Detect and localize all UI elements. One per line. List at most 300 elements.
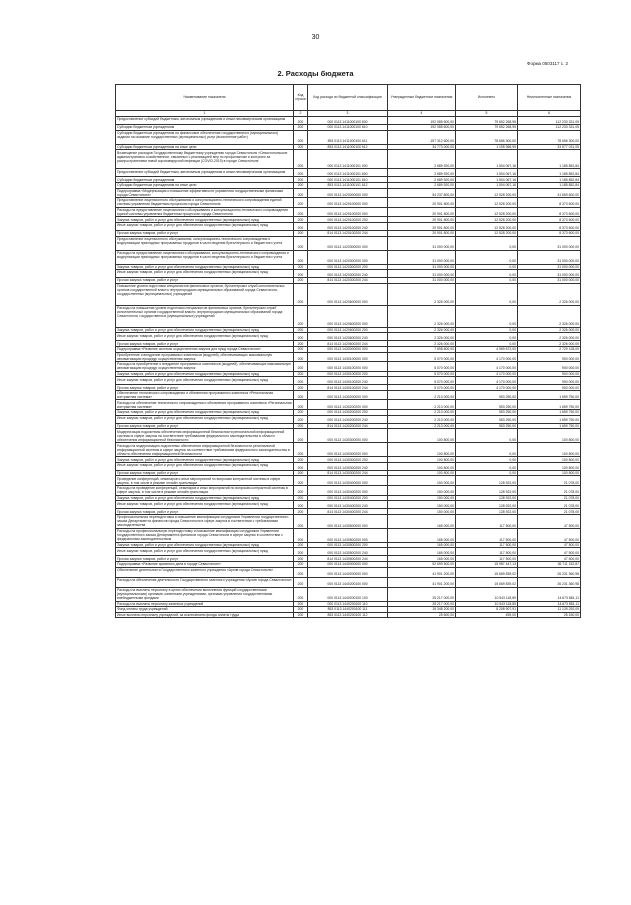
row-line-code: 200: [294, 182, 308, 188]
table-row: [116, 270, 581, 278]
row-approved: 192 085 600,00: [388, 125, 456, 131]
table-row: [116, 548, 581, 556]
row-classification-code: 000 0113 1430300200 240: [308, 462, 388, 470]
table-row: [116, 462, 581, 470]
row-executed: 0,00: [456, 333, 518, 341]
row-approved: 2 213 000,00: [388, 410, 456, 416]
row-line-code: 200: [294, 230, 308, 236]
table-row: [116, 476, 581, 486]
table-row: [116, 182, 581, 188]
row-line-code: 200: [294, 501, 308, 509]
row-unexecuted: 1 185 852,84: [518, 182, 581, 188]
row-name: Субсидии бюджетным учреждениям: [116, 125, 294, 131]
row-unexecuted: 31 000 000,00: [518, 264, 581, 270]
table-row: [116, 587, 581, 601]
row-approved: 2 213 000,00: [388, 423, 456, 429]
row-classification-code: 000 0113 1430500200 200: [308, 542, 388, 548]
row-approved: 100 800,00: [388, 443, 456, 457]
row-classification-code: 000 0113 1430000000 000: [308, 346, 388, 352]
row-executed: 0,00: [456, 341, 518, 347]
row-unexecuted: 26 231 360,98: [518, 567, 581, 577]
row-classification-code: 853 0113 1411000100 611: [308, 130, 388, 144]
row-name: Иные закупки товаров, работ и услуг для обеспечения государственных (муниципальных) нужд: [116, 333, 294, 341]
row-line-code: 200: [294, 400, 308, 410]
row-unexecuted: 2 326 000,00: [518, 333, 581, 341]
row-approved: 2 689 920,00: [388, 150, 456, 169]
expenditures-table: [115, 84, 581, 618]
row-name: Расходы на обеспечение деятельности Государственного казенного учреждения «Архив города Севастополя»: [116, 577, 294, 587]
table-header-row: [116, 85, 581, 111]
column-number: 1: [116, 110, 294, 117]
row-executed: 553 250,00: [456, 423, 518, 429]
form-code: Форма 0503117 с. 2: [527, 61, 568, 66]
row-executed: 117 500,00: [456, 548, 518, 556]
table-row: [116, 415, 581, 423]
row-executed: 1 504 067,16: [456, 182, 518, 188]
row-approved: 165 000,00: [388, 514, 456, 528]
row-approved: 2 213 000,00: [388, 415, 456, 423]
row-classification-code: 000 0113 1411000100 610: [308, 125, 388, 131]
row-executed: 0,00: [456, 250, 518, 264]
row-approved: 25 600,00: [388, 612, 456, 618]
row-name: Прочая закупка товаров, работ и услуг: [116, 556, 294, 562]
page-number: 30: [311, 34, 320, 41]
row-unexecuted: 100 800,00: [518, 457, 581, 463]
row-approved: 20 901 800,00: [388, 230, 456, 236]
table-row: [116, 207, 581, 217]
row-executed: 79 652 268,95: [456, 117, 518, 125]
row-line-code: 200: [294, 270, 308, 278]
row-classification-code: 000 0113 1440200100 110: [308, 601, 388, 607]
row-unexecuted: 21 078,00: [518, 501, 581, 509]
row-line-code: 200: [294, 495, 308, 501]
row-approved: 20 901 800,00: [388, 222, 456, 230]
row-approved: 7 698 800,00: [388, 346, 456, 352]
row-unexecuted: 900 000,00: [518, 385, 581, 391]
row-name: Субсидии бюджетным учреждениям на иные цели: [116, 182, 294, 188]
column-number-row: [116, 110, 581, 117]
row-line-code: 200: [294, 607, 308, 613]
row-classification-code: 000 0113 1430300200 000: [308, 443, 388, 457]
row-executed: 78 656 300,00: [456, 130, 518, 144]
row-classification-code: 000 0113 1430200200 000: [308, 400, 388, 410]
row-name: Обеспечение технического сопровождения и обновления программного комплекса «Региональная контрактная система»: [116, 390, 294, 400]
row-classification-code: 000 0113 1411000101 600: [308, 169, 388, 177]
row-line-code: 200: [294, 150, 308, 169]
row-unexecuted: 2 326 000,00: [518, 327, 581, 333]
row-executed: 12 528 200,00: [456, 198, 518, 208]
row-name: Прочая закупка товаров, работ и услуг: [116, 278, 294, 284]
row-classification-code: 000 0113 1411000101 610: [308, 177, 388, 183]
row-name: Расходы на профессиональную переподготовку и повышение квалификации сотрудников Управления государственного заказа Департамента финансов города Севастополя в сфере закупок в соответствии с федеральным законодательством: [116, 528, 294, 542]
row-name: Иные выплаты персоналу учреждений, за исключением фонда оплаты труда: [116, 612, 294, 618]
row-classification-code: 000 0113 1440200000 000: [308, 567, 388, 577]
row-executed: 128 922,00: [456, 495, 518, 501]
table-row: [116, 390, 581, 400]
table-row: [116, 410, 581, 416]
row-unexecuted: 1 659 750,00: [518, 400, 581, 410]
header-name: Наименование показателя: [116, 85, 294, 111]
row-classification-code: 000 0113 1420100200 240: [308, 222, 388, 230]
row-name: Закупка товаров, работ и услуг для обеспечения государственных (муниципальных) нужд: [116, 495, 294, 501]
row-unexecuted: 47 500,00: [518, 556, 581, 562]
row-line-code: 200: [294, 169, 308, 177]
header-executed: Исполнено: [456, 85, 518, 111]
row-approved: 2 689 920,00: [388, 182, 456, 188]
row-executed: 553 250,00: [456, 415, 518, 423]
row-line-code: 200: [294, 548, 308, 556]
row-unexecuted: 1 659 750,00: [518, 410, 581, 416]
row-classification-code: 000 0113 1430500000 000: [308, 514, 388, 528]
row-executed: 10 543 118,89: [456, 601, 518, 607]
row-unexecuted: 47 500,00: [518, 528, 581, 542]
row-name: Подпрограмма «Развитие архивного дела в городе Севастополе»: [116, 562, 294, 568]
row-approved: 100 800,00: [388, 462, 456, 470]
row-unexecuted: 100 800,00: [518, 443, 581, 457]
table-row: [116, 400, 581, 410]
row-classification-code: 000 0113 1430400000 000: [308, 476, 388, 486]
row-name: Профессиональная переподготовка и повышение квалификации сотрудников Управления государственного заказа Департамента финансов города Севастополя в сфере закупок в соответствии с требованиями законодательства: [116, 514, 294, 528]
row-classification-code: 000 0113 1420100200 000: [308, 207, 388, 217]
row-unexecuted: 900 000,00: [518, 377, 581, 385]
row-classification-code: 853 0113 1440200100 111: [308, 607, 388, 613]
table-row: [116, 443, 581, 457]
row-executed: 0,00: [456, 305, 518, 327]
row-unexecuted: 11 139 292,09: [518, 607, 581, 613]
row-line-code: 200: [294, 250, 308, 264]
row-name: Расходы на предоставление лицензионного обслуживания и консультационно-технического сопровождения единой системы управления бюджетным процессом города Севастополя: [116, 207, 294, 217]
row-name: Прочая закупка товаров, работ и услуг: [116, 341, 294, 347]
row-approved: 2 326 000,00: [388, 333, 456, 341]
table-row: [116, 352, 581, 362]
row-unexecuted: 112 233 331,05: [518, 125, 581, 131]
row-line-code: 200: [294, 278, 308, 284]
row-classification-code: 000 0113 1420600000 000: [308, 283, 388, 305]
row-approved: 5 070 000,00: [388, 385, 456, 391]
row-name: Расходы на модернизацию подсистемы обеспечения информационной безопасности региональной информационной системы в сфере закупок на соответствие требованиям федерального законодательства в области обеспечения информационной безопасности: [116, 443, 294, 457]
row-classification-code: 000 0113 1420100200 200: [308, 217, 388, 223]
row-classification-code: 000 0113 1430500200 000: [308, 528, 388, 542]
row-approved: 165 000,00: [388, 548, 456, 556]
row-name: Приобретение и внедрение программных комплексов (модулей), обеспечивающих максимальную автоматизацию процедур осуществления закупок: [116, 352, 294, 362]
row-classification-code: 000 0113 1440200100 100: [308, 587, 388, 601]
column-number: 4: [388, 110, 456, 117]
row-executed: 117 500,00: [456, 528, 518, 542]
row-name: Расходы на приобретение и внедрение программных комплексов (модулей), обеспечивающих максимальную автоматизацию процедур осуществления закупок: [116, 362, 294, 372]
row-executed: 117 500,00: [456, 542, 518, 548]
row-approved: 52 699 500,00: [388, 562, 456, 568]
row-name: Подпрограмма «Развитие системы осуществления закупок для нужд города Севастополя»: [116, 346, 294, 352]
row-approved: 150 000,00: [388, 476, 456, 486]
row-classification-code: 000 0113 1420300000 000: [308, 236, 388, 250]
row-name: Закупка товаров, работ и услуг для обеспечения государственных (муниципальных) нужд: [116, 457, 294, 463]
row-line-code: 200: [294, 130, 308, 144]
row-unexecuted: 1 185 852,84: [518, 150, 581, 169]
row-name: Закупка товаров, работ и услуг для обеспечения государственных (муниципальных) нужд: [116, 371, 294, 377]
row-classification-code: 000 0113 1440000000 000: [308, 562, 388, 568]
row-classification-code: 000 0113 1430200200 240: [308, 415, 388, 423]
row-name: Иные закупки товаров, работ и услуг для обеспечения государственных (муниципальных) нужд: [116, 462, 294, 470]
row-executed: 4 170 000,00: [456, 352, 518, 362]
row-classification-code: 853 0113 1440200100 112: [308, 612, 388, 618]
row-unexecuted: 1 185 852,84: [518, 177, 581, 183]
table-row: [116, 250, 581, 264]
row-classification-code: 814 0113 1430500200 244: [308, 556, 388, 562]
row-line-code: 200: [294, 198, 308, 208]
row-name: Подпрограмма «Модернизация и повышение эффективности управления государственными финансами города Севастополя»: [116, 188, 294, 198]
row-unexecuted: 21 078,00: [518, 495, 581, 501]
row-unexecuted: 36 711 152,87: [518, 562, 581, 568]
row-line-code: 200: [294, 327, 308, 333]
row-executed: 0,00: [456, 236, 518, 250]
row-name: Иные закупки товаров, работ и услуг для обеспечения государственных (муниципальных) нужд: [116, 270, 294, 278]
row-executed: 15 669 839,02: [456, 577, 518, 587]
table-row: [116, 577, 581, 587]
row-approved: 165 000,00: [388, 542, 456, 548]
row-classification-code: 000 0113 1411000100 600: [308, 117, 388, 125]
table-row: [116, 264, 581, 270]
table-row: [116, 486, 581, 496]
column-number: 6: [518, 110, 581, 117]
row-approved: 31 000 000,00: [388, 278, 456, 284]
row-unexecuted: 1 659 750,00: [518, 390, 581, 400]
row-line-code: 200: [294, 601, 308, 607]
row-line-code: 200: [294, 429, 308, 443]
row-classification-code: 000 0113 1430300000 000: [308, 429, 388, 443]
row-executed: 0,00: [456, 429, 518, 443]
row-name: Расходы на проведение конференций, семинаров и иных мероприятий по вопросам контрактной системы в сфере закупок, в том числе в режиме онлайн-трансляции: [116, 486, 294, 496]
row-unexecuted: 47 500,00: [518, 548, 581, 556]
row-classification-code: 814 0113 1420100200 244: [308, 230, 388, 236]
row-executed: 117 500,00: [456, 514, 518, 528]
row-line-code: 200: [294, 177, 308, 183]
row-line-code: 200: [294, 188, 308, 198]
row-name: Расходы на выплаты персоналу казенных учреждений: [116, 601, 294, 607]
table-body: [116, 117, 581, 618]
row-classification-code: 000 0113 1430100000 000: [308, 352, 388, 362]
row-approved: 165 000,00: [388, 528, 456, 542]
row-classification-code: 000 0113 1420300200 240: [308, 270, 388, 278]
column-number: 2: [294, 110, 308, 117]
row-unexecuted: 1 185 852,84: [518, 169, 581, 177]
row-line-code: 200: [294, 486, 308, 496]
row-line-code: 200: [294, 377, 308, 385]
row-approved: 5 070 000,00: [388, 352, 456, 362]
column-number: 5: [456, 110, 518, 117]
row-unexecuted: 8 373 600,00: [518, 207, 581, 217]
row-line-code: 200: [294, 352, 308, 362]
row-classification-code: 000 0113 1430100200 000: [308, 362, 388, 372]
row-unexecuted: 26 231 360,98: [518, 577, 581, 587]
row-classification-code: 000 0113 1420600200 200: [308, 327, 388, 333]
row-executed: 459,00: [456, 612, 518, 618]
row-executed: 1 504 067,16: [456, 150, 518, 169]
row-approved: 41 901 200,00: [388, 577, 456, 587]
row-unexecuted: 25 150,00: [518, 612, 581, 618]
row-line-code: 200: [294, 528, 308, 542]
row-executed: 117 500,00: [456, 556, 518, 562]
row-unexecuted: 900 000,00: [518, 352, 581, 362]
row-name: Прочая закупка товаров, работ и услуг: [116, 230, 294, 236]
row-executed: 0,00: [456, 283, 518, 305]
row-line-code: 200: [294, 443, 308, 457]
row-classification-code: 814 0113 1430200200 244: [308, 423, 388, 429]
row-name: Прочая закупка товаров, работ и услуг: [116, 423, 294, 429]
row-line-code: 200: [294, 542, 308, 548]
row-name: Иные закупки товаров, работ и услуг для обеспечения государственных (муниципальных) нужд: [116, 548, 294, 556]
row-unexecuted: 2 326 000,00: [518, 283, 581, 305]
row-classification-code: 000 0113 1430400200 200: [308, 495, 388, 501]
row-executed: 128 922,00: [456, 509, 518, 515]
row-line-code: 200: [294, 410, 308, 416]
row-executed: 12 528 200,00: [456, 230, 518, 236]
row-classification-code: 814 0113 1430300200 244: [308, 470, 388, 476]
row-executed: 12 528 200,00: [456, 207, 518, 217]
row-classification-code: 000 0113 1430300200 200: [308, 457, 388, 463]
row-line-code: 200: [294, 390, 308, 400]
row-executed: 12 528 200,00: [456, 188, 518, 198]
row-approved: 54 237 800,00: [388, 188, 456, 198]
row-executed: 0,00: [456, 443, 518, 457]
row-executed: 1 504 067,16: [456, 169, 518, 177]
row-line-code: 200: [294, 514, 308, 528]
table-row: [116, 117, 581, 125]
row-approved: 157 312 600,00: [388, 130, 456, 144]
row-line-code: 200: [294, 470, 308, 476]
table-row: [116, 377, 581, 385]
row-unexecuted: 47 500,00: [518, 542, 581, 548]
row-executed: 4 969 672,00: [456, 346, 518, 352]
row-classification-code: 000 0113 1411000101 000: [308, 150, 388, 169]
row-unexecuted: 1 659 750,00: [518, 423, 581, 429]
row-unexecuted: 78 656 300,00: [518, 130, 581, 144]
row-classification-code: 000 0113 1430100200 240: [308, 377, 388, 385]
row-unexecuted: 900 000,00: [518, 371, 581, 377]
row-approved: 5 070 000,00: [388, 362, 456, 372]
row-approved: 34 773 000,00: [388, 144, 456, 150]
row-approved: 41 901 200,00: [388, 567, 456, 577]
row-unexecuted: 41 659 600,00: [518, 188, 581, 198]
row-approved: 31 000 000,00: [388, 264, 456, 270]
row-executed: 0,00: [456, 270, 518, 278]
row-executed: 1 504 067,16: [456, 177, 518, 183]
table-row: [116, 528, 581, 542]
row-name: Проведение конференций, семинаров и иных мероприятий по вопросам контрактной системы в сфере закупок, в том числе в режиме онлайн-трансляции: [116, 476, 294, 486]
table-row: [116, 457, 581, 463]
row-unexecuted: 8 373 600,00: [518, 222, 581, 230]
row-line-code: 200: [294, 457, 308, 463]
row-line-code: 200: [294, 476, 308, 486]
table-row: [116, 429, 581, 443]
row-classification-code: 000 0113 1430400200 240: [308, 501, 388, 509]
row-unexecuted: 112 233 331,05: [518, 117, 581, 125]
row-classification-code: 000 0113 1430200000 000: [308, 390, 388, 400]
row-classification-code: 000 0113 1420600200 000: [308, 305, 388, 327]
row-approved: 31 000 000,00: [388, 250, 456, 264]
row-unexecuted: 21 078,00: [518, 486, 581, 496]
row-classification-code: 814 0113 1430100200 244: [308, 385, 388, 391]
row-unexecuted: 100 800,00: [518, 429, 581, 443]
row-line-code: 200: [294, 207, 308, 217]
row-name: Субсидии бюджетным учреждениям на иные цели: [116, 144, 294, 150]
row-executed: 10 543 118,89: [456, 587, 518, 601]
row-approved: 25 217 000,00: [388, 601, 456, 607]
row-executed: 15 987 447,13: [456, 562, 518, 568]
table-row: [116, 333, 581, 341]
row-executed: 4 170 000,00: [456, 362, 518, 372]
row-name: Модернизация подсистемы обеспечения информационной безопасности региональной информационной системы в сфере закупок на соответствие требованиям федерального законодательства в области обеспечения информационной безопасности: [116, 429, 294, 443]
row-line-code: 200: [294, 562, 308, 568]
table-row: [116, 144, 581, 150]
row-line-code: 200: [294, 341, 308, 347]
table-row: [116, 198, 581, 208]
table-row: [116, 283, 581, 305]
row-executed: 1 195 968,95: [456, 144, 518, 150]
row-unexecuted: 21 078,00: [518, 476, 581, 486]
table-row: [116, 305, 581, 327]
row-approved: 19 348 200,00: [388, 607, 456, 613]
row-line-code: 200: [294, 556, 308, 562]
row-executed: 0,00: [456, 470, 518, 476]
row-name: Прочая закупка товаров, работ и услуг: [116, 509, 294, 515]
row-name: Расходы на обеспечение технического сопровождения и обновления программного комплекса «Региональная контрактная система»: [117, 400, 292, 409]
row-executed: 128 922,00: [456, 501, 518, 509]
row-name: Закупка товаров, работ и услуг для обеспечения государственных (муниципальных) нужд: [116, 410, 294, 416]
row-approved: 20 901 800,00: [388, 217, 456, 223]
row-executed: 4 170 000,00: [456, 377, 518, 385]
row-executed: 0,00: [456, 457, 518, 463]
row-line-code: 200: [294, 264, 308, 270]
row-line-code: 200: [294, 217, 308, 223]
row-executed: 553 250,00: [456, 400, 518, 410]
table-row: [116, 567, 581, 577]
row-unexecuted: 47 500,00: [518, 514, 581, 528]
table-row: [116, 327, 581, 333]
header-line-code: Код строки: [294, 85, 308, 111]
row-approved: 20 901 800,00: [388, 207, 456, 217]
row-name: Повышение уровня подготовки специалистов финансовых органов, бухгалтерских служб исполнительных органов государственной власти, внутригородских муниципальных образований города Севастополя, государственных (муниципальных) учреждений: [116, 283, 294, 305]
row-name: Иные закупки товаров, работ и услуг для обеспечения государственных (муниципальных) нужд: [116, 222, 294, 230]
row-line-code: 200: [294, 117, 308, 125]
row-unexecuted: 14 673 881,11: [518, 601, 581, 607]
row-classification-code: 000 0113 1430200200 200: [308, 410, 388, 416]
row-line-code: 200: [294, 222, 308, 230]
table-row: [116, 612, 581, 618]
row-classification-code: 814 0113 1430400200 244: [308, 509, 388, 515]
row-name: Закупка товаров, работ и услуг для обеспечения государственных (муниципальных) нужд: [116, 264, 294, 270]
row-unexecuted: 31 000 000,00: [518, 250, 581, 264]
row-classification-code: 853 0113 1411000101 612: [308, 182, 388, 188]
row-unexecuted: 2 326 000,00: [518, 305, 581, 327]
row-name: Закупка товаров, работ и услуг для обеспечения государственных (муниципальных) нужд: [116, 542, 294, 548]
row-approved: 192 085 600,00: [388, 117, 456, 125]
row-line-code: 200: [294, 385, 308, 391]
row-name: Прочая закупка товаров, работ и услуг: [116, 385, 294, 391]
table-row: [116, 150, 581, 169]
row-classification-code: 853 0113 1411000100 612: [308, 144, 388, 150]
row-name: Предоставление лицензионного обслуживания, консультационно-технического сопровождения и модернизации прикладных программных продуктов в части ведения бухгалтерского и бюджетного учета: [116, 236, 294, 250]
row-unexecuted: 8 373 600,00: [518, 217, 581, 223]
row-approved: 31 000 000,00: [388, 236, 456, 250]
row-approved: 2 326 000,00: [388, 327, 456, 333]
row-name: Предоставление лицензионного обслуживания и консультационно-технического сопровождения единой системы управления бюджетным процессом города Севастополя: [116, 198, 294, 208]
row-line-code: 200: [294, 462, 308, 470]
table-row: [116, 362, 581, 372]
row-classification-code: 000 0113 1430100200 200: [308, 371, 388, 377]
row-name: Расходы на повышение уровня подготовки специалистов финансовых органов, бухгалтерских служб исполнительных органов государственной власти, внутригородских муниципальных образований города Севастополя, государственных (муниципальных) учреждений: [116, 305, 294, 327]
row-line-code: 200: [294, 144, 308, 150]
table-row: [116, 501, 581, 509]
